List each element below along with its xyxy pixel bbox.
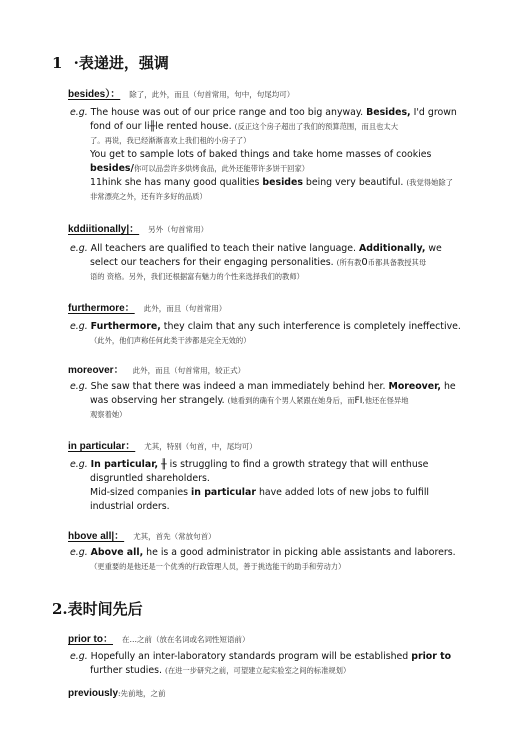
example-text: disgruntled shareholders. xyxy=(90,473,210,484)
example-text: The house was out of our price range and too big anyway. xyxy=(90,107,364,118)
eg-label: e.g. xyxy=(70,459,88,470)
eg-label: e.g. xyxy=(70,107,88,118)
section-number: 1 xyxy=(52,54,63,72)
example-text: Hopefully an inter-laboratory standards program will be established xyxy=(90,651,409,662)
term-besides xyxy=(68,85,294,100)
example-moreover xyxy=(70,380,460,422)
section-1-heading xyxy=(52,52,169,73)
section-title: 表时间先后 xyxy=(67,600,143,618)
example-text: they claim that any such interference is completely ineffective. xyxy=(163,321,461,332)
example-text: All teachers are qualified to teach their native language. xyxy=(90,243,357,254)
example-text: 11hink she has many good qualities xyxy=(90,177,260,188)
example-text: further studies. xyxy=(90,665,163,676)
example-text: he is a good administrator in picking able assistants and laborers. xyxy=(146,547,456,558)
example-emphasis: in particular xyxy=(191,487,256,498)
example-above-all xyxy=(70,546,470,574)
example-emphasis: Besides, xyxy=(366,107,411,118)
example-text: industrial orders. xyxy=(90,501,170,512)
example-text: You get to sample lots of baked things and take home masses of cookies xyxy=(90,149,432,160)
term-gloss: 尤其，首先（常放句首） xyxy=(133,532,216,541)
example-emphasis: Additionally, xyxy=(359,243,426,254)
example-text: being very beautiful. xyxy=(305,177,404,188)
term-in-particular xyxy=(68,437,257,452)
term-gloss: 除了，此外，而且（句首常用，句中，句尾均可） xyxy=(129,90,295,99)
section-2-heading xyxy=(52,598,143,619)
example-besides xyxy=(70,106,460,204)
term-gloss: 尤其，特别（句首，中，尾均可） xyxy=(144,442,257,451)
example-text: I'd grown xyxy=(413,107,457,118)
term-gloss: 在…之前（放在名词或名词性短语前） xyxy=(122,635,250,644)
eg-label: e.g. xyxy=(70,547,88,558)
example-translation: (她看到的确有个男人紧跟在她身后，而 xyxy=(227,396,355,405)
example-translation: FI xyxy=(354,396,363,406)
example-translation: 非常漂亮之外，还有许多好的品质） xyxy=(90,192,207,201)
example-translation: 观察着她） xyxy=(90,410,127,419)
term-gloss: 另外（句首常用） xyxy=(148,225,209,234)
term-gloss: 此外，而且（句首常用，较正式） xyxy=(132,366,246,375)
example-prior-to xyxy=(70,650,460,678)
term-label: besides）： xyxy=(68,89,121,100)
example-text: have added lots of new jobs to fulfill xyxy=(258,487,430,498)
term-label: hbove all|： xyxy=(68,531,125,542)
example-additionally xyxy=(70,242,460,284)
example-translation: 币都具备教授其母 xyxy=(367,258,427,267)
term-label: previously xyxy=(68,688,119,699)
example-translation: ,他还在怪异地 xyxy=(362,396,409,405)
example-emphasis: Above all, xyxy=(90,547,144,558)
term-label: prior to： xyxy=(68,634,113,645)
example-text: Mid-sized companies xyxy=(90,487,189,498)
example-emphasis: Moreover, xyxy=(388,381,441,392)
example-text: fond of our li╫le rented house. xyxy=(90,121,232,132)
example-text: She saw that there was indeed a man immediately behind her. xyxy=(90,381,386,392)
example-translation: 了。再说，我已经渐渐喜欢上我们租的小房子了） xyxy=(90,136,251,145)
example-in-particular xyxy=(70,458,460,514)
term-gloss: 此外，而且（句首常用） xyxy=(143,304,227,313)
example-emphasis: In particular, xyxy=(90,459,159,470)
example-text: we xyxy=(428,243,442,254)
example-translation: (我觉得她除了 xyxy=(406,178,453,187)
example-translation: 语的 资格。另外，我们还根据富有魅力的个性来选择我们的教师） xyxy=(90,272,304,281)
eg-label: e.g. xyxy=(70,651,88,662)
term-moreover xyxy=(68,361,245,376)
eg-label: e.g. xyxy=(70,243,88,254)
term-furthermore xyxy=(68,299,226,314)
example-translation: (在进一步研究之前，可望建立起实验室之间的标准规划） xyxy=(165,666,351,675)
eg-label: e.g. xyxy=(70,381,88,392)
example-translation: (反正这个房子超出了我们的预算范围，而且也太大 xyxy=(234,122,399,131)
term-gloss: :先前地，之前 xyxy=(118,689,166,698)
example-text: was observing her strangely. xyxy=(90,395,225,406)
term-prior-to xyxy=(68,630,250,645)
example-furthermore xyxy=(70,320,470,348)
term-label: kddiitionally|： xyxy=(68,224,140,235)
example-translation: 你可以品尝许多烘烤食品，此外还能带许多饼干回家） xyxy=(133,164,310,173)
example-emphasis: besides/ xyxy=(90,163,134,174)
example-translation: 0 xyxy=(361,257,368,268)
term-above-all xyxy=(68,527,216,542)
eg-label: e.g. xyxy=(70,321,88,332)
section-title: ·表递进，强调 xyxy=(73,54,169,72)
term-label: moreover： xyxy=(68,365,124,376)
example-emphasis: besides xyxy=(262,177,303,188)
example-emphasis: Furthermore, xyxy=(90,321,161,332)
term-previously xyxy=(68,688,166,699)
term-additionally xyxy=(68,220,208,235)
example-text: select our teachers for their engaging personalities. xyxy=(90,257,334,268)
example-translation: （更重要的是他还是一个优秀的行政管理人员，善于挑选能干的助手和劳动力） xyxy=(90,562,346,571)
example-text: ╫ is struggling to find a growth strategy that will enthuse xyxy=(161,459,429,470)
example-emphasis: prior to xyxy=(411,651,452,662)
example-translation: (所有教 xyxy=(336,258,362,267)
example-translation: （此外，他们声称任何此类干涉都是完全无效的） xyxy=(90,336,251,345)
term-label: furthermore： xyxy=(68,303,135,314)
term-label: in particular： xyxy=(68,441,136,452)
example-text: he xyxy=(443,381,456,392)
section-number: 2. xyxy=(52,600,68,618)
